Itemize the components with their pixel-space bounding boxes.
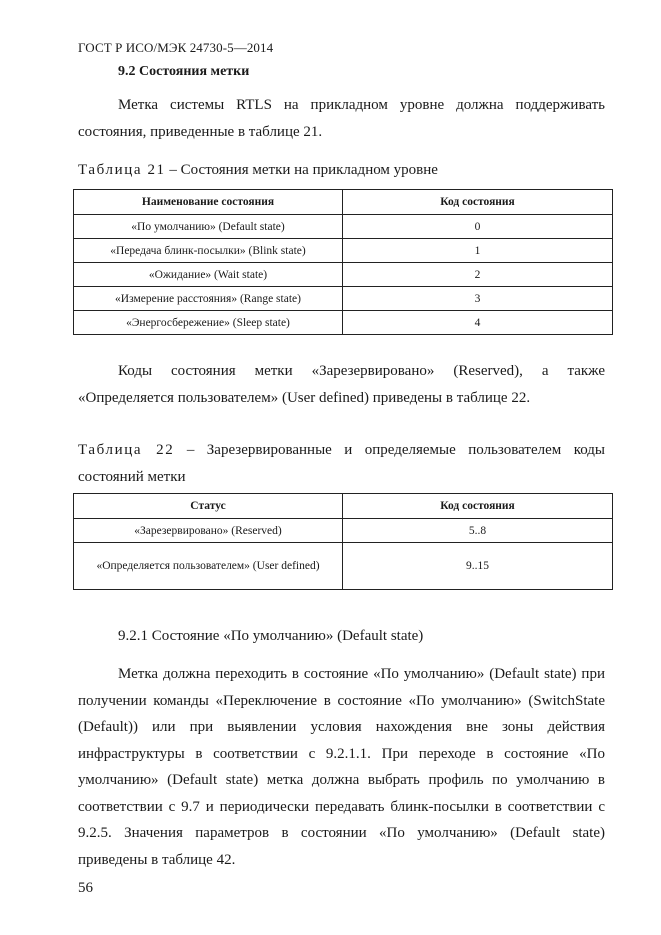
table-header-cell: Код состояния	[343, 190, 613, 215]
paragraph-2: Коды состояния метки «Зарезервировано» (Reserved), а также «Определяется пользователем» (User defined) приведены в таблице 22.	[78, 363, 605, 406]
table-row	[74, 519, 613, 543]
table-row	[74, 287, 613, 311]
state-name-cell: «Энергосбережение» (Sleep state)	[74, 311, 343, 335]
paragraph-3: Метка должна переходить в состояние «По умолчанию» (Default state) при получении команды «Переключение в состояние «По умолчанию» (SwitchState (Default)) или при выявлении условия нахождения вне зоны действия инфраструктуры в соответствии с 9.2.1.1. При переходе в состояние «По умолчанию» (Default state) метка должна выбрать профиль по умолчанию в соответствии с 9.7 и периодически передавать блинк-посылки в соответствии с 9.2.5. Значения параметров в состоянии «По умолчанию» (Default state) приведены в таблице 42.	[78, 666, 605, 868]
status-code-cell: 5..8	[343, 519, 613, 543]
table-row	[74, 311, 613, 335]
table-21-caption	[78, 162, 438, 179]
state-name-cell: «Ожидание» (Wait state)	[74, 263, 343, 287]
section-title: 9.2 Состояния метки	[118, 64, 250, 79]
table-22-caption	[78, 437, 605, 490]
table-row	[74, 215, 613, 239]
subsection-title: 9.2.1 Состояние «По умолчанию» (Default state)	[118, 628, 424, 644]
table-21	[73, 189, 613, 335]
table-row	[74, 263, 613, 287]
table-row	[74, 239, 613, 263]
state-code-cell: 2	[343, 263, 613, 287]
state-name-cell: «По умолчанию» (Default state)	[74, 215, 343, 239]
table-header-cell: Код состояния	[343, 494, 613, 519]
status-cell: «Зарезервировано» (Reserved)	[74, 519, 343, 543]
table-header-cell: Статус	[74, 494, 343, 519]
table-header-cell: Наименование состояния	[74, 190, 343, 215]
state-name-cell: «Передача блинк-посылки» (Blink state)	[74, 239, 343, 263]
state-code-cell: 3	[343, 287, 613, 311]
state-name-cell: «Измерение расстояния» (Range state)	[74, 287, 343, 311]
paragraph-1: Метка системы RTLS на прикладном уровне должна поддерживать состояния, приведенные в таблице 21.	[78, 97, 605, 140]
state-code-cell: 1	[343, 239, 613, 263]
table-22-caption-label: Таблица 22	[78, 442, 175, 458]
status-cell-text: «Определяется пользователем» (User defined)	[96, 559, 320, 572]
status-code-cell: 9..15	[343, 543, 613, 590]
table-22-caption-text: – Зарезервированные и определяемые пользователем коды состояний метки	[78, 442, 605, 485]
document-header: ГОСТ Р ИСО/МЭК 24730-5—2014	[78, 40, 274, 55]
status-cell	[74, 543, 343, 590]
table-header-row	[74, 190, 613, 215]
page-number: 56	[78, 880, 93, 896]
table-21-caption-label: Таблица 21	[78, 162, 166, 178]
table-row	[74, 543, 613, 590]
table-22	[73, 493, 613, 590]
state-code-cell: 4	[343, 311, 613, 335]
table-21-caption-text: – Состояния метки на прикладном уровне	[165, 162, 438, 178]
state-code-cell: 0	[343, 215, 613, 239]
table-header-row	[74, 494, 613, 519]
